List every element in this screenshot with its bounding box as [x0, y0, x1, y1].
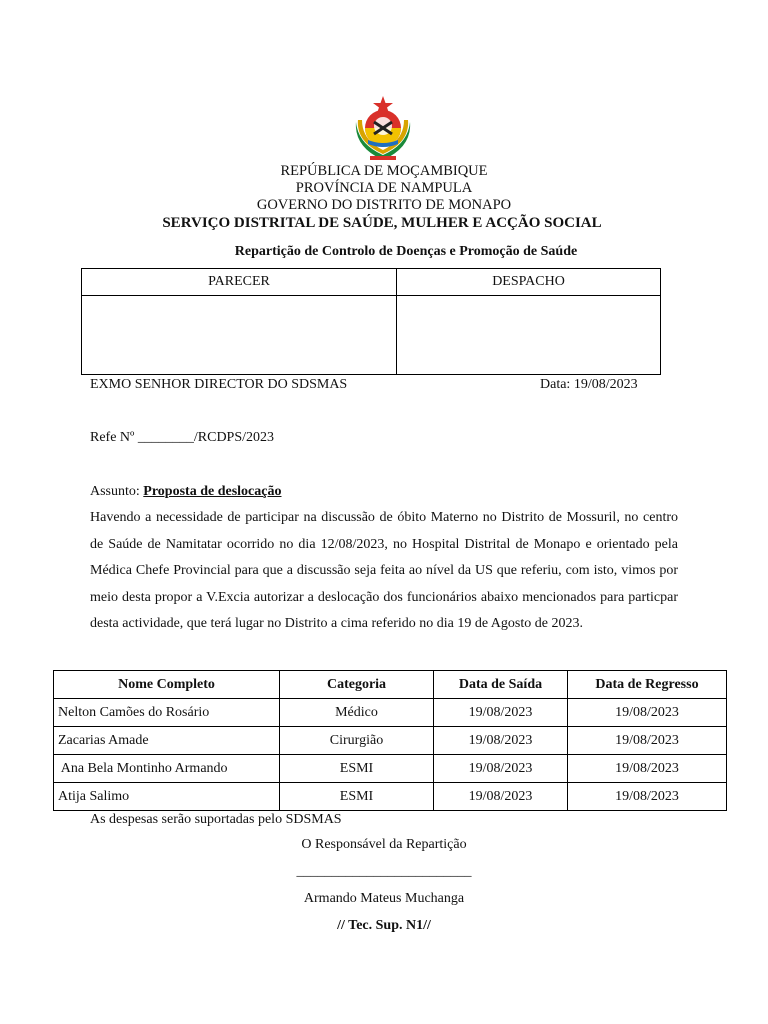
signatory-name: Armando Mateus Muchanga	[303, 891, 465, 906]
despacho-cell	[397, 296, 661, 375]
staff-name: Nelton Camões do Rosário	[54, 699, 280, 727]
col-name-header: Nome Completo	[54, 671, 280, 699]
reference-number: Refe Nº ________/RCDPS/2023	[90, 430, 275, 445]
header-government: GOVERNO DO DISTRITO DE MONAPO	[256, 197, 512, 213]
staff-table	[53, 670, 727, 811]
staff-name: Zacarias Amade	[54, 727, 280, 755]
staff-category: Cirurgião	[280, 727, 434, 755]
table-row	[54, 727, 727, 755]
signature-role: O Responsável da Repartição	[301, 837, 467, 852]
table-row	[54, 755, 727, 783]
staff-category: ESMI	[280, 755, 434, 783]
staff-return: 19/08/2023	[568, 727, 727, 755]
signatory-title: // Tec. Sup. N1//	[337, 918, 431, 933]
expenses-note: As despesas serão suportadas pelo SDSMAS	[90, 812, 342, 827]
table-row	[54, 699, 727, 727]
parecer-header: PARECER	[82, 269, 397, 296]
col-category-header: Categoria	[280, 671, 434, 699]
col-departure-header: Data de Saída	[434, 671, 568, 699]
despacho-header: DESPACHO	[397, 269, 661, 296]
staff-departure: 19/08/2023	[434, 783, 568, 811]
staff-return: 19/08/2023	[568, 699, 727, 727]
parecer-cell	[82, 296, 397, 375]
signature-line: _________________________	[296, 864, 472, 879]
staff-return: 19/08/2023	[568, 755, 727, 783]
staff-departure: 19/08/2023	[434, 699, 568, 727]
staff-name: Atija Salimo	[54, 783, 280, 811]
staff-name: Ana Bela Montinho Armando	[54, 755, 280, 783]
table-row	[54, 783, 727, 811]
col-return-header: Data de Regresso	[568, 671, 727, 699]
staff-return: 19/08/2023	[568, 783, 727, 811]
department-title: Repartição de Controlo de Doenças e Promoção de Saúde	[234, 244, 578, 259]
staff-table-header	[54, 671, 727, 699]
staff-category: ESMI	[280, 783, 434, 811]
header-province: PROVÍNCIA DE NAMPULA	[295, 180, 473, 196]
mozambique-emblem-icon	[348, 92, 418, 164]
review-table	[81, 268, 661, 375]
header-service: SERVIÇO DISTRITAL DE SAÚDE, MULHER E ACÇÃO SOCIAL	[162, 215, 602, 231]
header-republic: REPÚBLICA DE MOÇAMBIQUE	[280, 163, 488, 179]
subject-text: Proposta de deslocação	[143, 484, 282, 499]
subject-label: Assunto:	[90, 484, 140, 499]
staff-category: Médico	[280, 699, 434, 727]
staff-departure: 19/08/2023	[434, 727, 568, 755]
staff-departure: 19/08/2023	[434, 755, 568, 783]
letter-date: Data: 19/08/2023	[540, 377, 638, 392]
subject-line	[90, 484, 281, 500]
body-paragraph: Havendo a necessidade de participar na discussão de óbito Materno no Distrito de Mossuril, no centro de Saúde de Namitatar ocorrido no dia 12/08/2023, no Hospital Distrital de Monapo e orientado pela Médica Chefe Provincial para que a discussão seja feita ao nível da US que referiu, com isto, vimos por meio desta propor a V.Excia autorizar a deslocação dos funcionários abaixo mencionados para particpar desta actividade, que terá lugar no Distrito a cima referido no dia 19 de Agosto de 2023.	[90, 510, 678, 632]
addressee: EXMO SENHOR DIRECTOR DO SDSMAS	[90, 377, 348, 392]
